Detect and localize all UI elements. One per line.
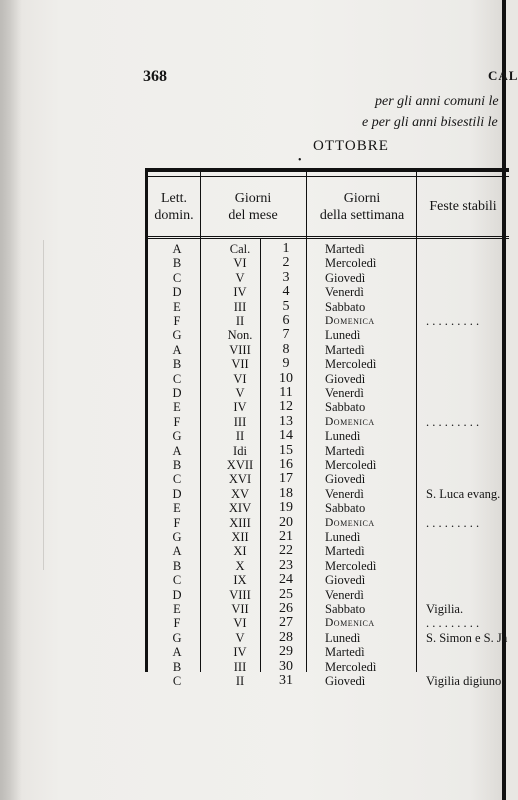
roman-date: Non. <box>227 328 253 343</box>
day-number: 20 <box>279 514 293 530</box>
dominical-letter: F <box>173 314 181 328</box>
day-number: 26 <box>279 601 293 616</box>
day-number: 11 <box>279 385 293 400</box>
weekday: Giovedì <box>325 270 366 285</box>
weekday: Martedì <box>325 242 365 256</box>
day-number: 19 <box>279 500 293 516</box>
table-row <box>148 343 509 357</box>
roman-date: III <box>233 659 247 674</box>
dominical-letter: B <box>172 558 182 573</box>
dominical-letter: A <box>172 443 182 458</box>
roman-date: II <box>235 674 245 688</box>
dominical-letter: C <box>172 573 182 588</box>
dominical-letter: C <box>172 270 182 285</box>
weekday: Mercoledì <box>325 256 377 271</box>
dominical-letter: D <box>172 285 182 300</box>
page-gutter-shadow <box>0 0 22 800</box>
weekday: Venerdì <box>325 486 364 501</box>
feast: S. Luca evang. <box>426 486 501 501</box>
table-row <box>148 544 509 558</box>
table-row <box>148 415 509 429</box>
day-number: 28 <box>279 629 293 645</box>
table-row <box>148 271 509 285</box>
dominical-letter: B <box>172 256 182 271</box>
table-row <box>148 444 509 458</box>
roman-date: III <box>233 414 247 429</box>
running-head: CAL <box>488 68 518 83</box>
table-row <box>148 400 509 414</box>
feast: S. Simon e S. Ja <box>426 630 508 645</box>
roman-date: VI <box>233 256 247 271</box>
header-feste: Feste stabili <box>429 199 497 214</box>
roman-date: IV <box>233 400 247 415</box>
table-row <box>148 616 509 630</box>
roman-date: VIII <box>229 342 251 357</box>
table-row <box>148 660 509 674</box>
roman-date: V <box>235 630 245 645</box>
weekday: Martedì <box>325 645 365 660</box>
weekday: Domenica <box>325 315 375 327</box>
month-title: OTTOBRE <box>313 138 389 154</box>
weekday: Venerdì <box>325 285 364 300</box>
dominical-letter: C <box>172 674 182 688</box>
roman-date: IV <box>233 645 247 660</box>
header-giorni-mese: Giorni del mese <box>228 190 278 223</box>
table-row <box>148 256 509 270</box>
roman-date: VIII <box>229 587 251 602</box>
roman-date: III <box>233 299 247 314</box>
day-number: 8 <box>282 341 290 357</box>
dominical-letter: A <box>172 242 182 256</box>
page-number: 368 <box>143 68 167 85</box>
roman-date: V <box>235 386 245 400</box>
weekday: Sabbato <box>325 299 366 314</box>
header-letter: Lett. domin. <box>154 190 194 223</box>
dominical-letter: G <box>172 530 182 544</box>
dominical-letter: B <box>172 659 182 674</box>
day-number: 1 <box>282 241 290 256</box>
dominical-letter: A <box>172 342 182 357</box>
roman-date: IX <box>233 573 247 588</box>
weekday: Mercoledì <box>325 357 377 372</box>
day-number: 10 <box>279 370 293 386</box>
subtitle-line-1: per gli anni comuni le <box>375 94 499 109</box>
dominical-letter: F <box>173 616 181 631</box>
day-number: 22 <box>279 543 293 559</box>
day-number: 13 <box>279 413 293 429</box>
roman-date: II <box>235 429 245 444</box>
weekday: Domenica <box>325 516 375 529</box>
day-number: 17 <box>279 471 293 487</box>
roman-date: IV <box>233 285 247 300</box>
day-number: 9 <box>282 356 290 372</box>
table-row <box>148 573 509 587</box>
feast: . . . . . . . . . <box>426 314 480 328</box>
day-number: 30 <box>279 658 293 674</box>
weekday: Mercoledì <box>325 558 377 573</box>
table-row <box>148 242 509 256</box>
weekday: Venerdì <box>325 587 364 602</box>
table-header <box>148 176 509 239</box>
day-number: 24 <box>279 572 293 588</box>
weekday: Giovedì <box>325 674 366 688</box>
roman-date: XII <box>231 530 249 544</box>
dominical-letter: D <box>172 386 182 400</box>
table-row <box>148 472 509 486</box>
weekday: Sabbato <box>325 400 366 415</box>
roman-date: II <box>235 314 245 328</box>
weekday: Domenica <box>325 415 375 428</box>
dominical-letter: G <box>172 630 182 645</box>
dominical-letter: G <box>172 328 182 343</box>
dominical-letter: E <box>173 501 181 516</box>
table-row <box>148 458 509 472</box>
table-row <box>148 631 509 645</box>
dominical-letter: D <box>172 486 182 501</box>
day-number: 27 <box>279 615 293 631</box>
dominical-letter: A <box>172 544 182 559</box>
table-row <box>148 530 509 544</box>
table-row <box>148 285 509 299</box>
table-row <box>148 357 509 371</box>
table-row <box>148 328 509 342</box>
feast: . . . . . . . . . <box>426 515 480 530</box>
weekday: Giovedì <box>325 472 366 487</box>
roman-date: VII <box>231 602 249 616</box>
weekday: Martedì <box>325 443 365 458</box>
roman-date: X <box>235 558 245 573</box>
dominical-letter: D <box>172 587 182 602</box>
weekday: Mercoledì <box>325 659 377 674</box>
subtitle-line-2: e per gli anni bisestili le <box>362 115 498 130</box>
header-giorni-settimana: Giorni della settimana <box>319 190 405 223</box>
roman-date: VI <box>233 371 247 386</box>
table-row <box>148 674 509 688</box>
weekday: Martedì <box>325 342 365 357</box>
table-row <box>148 645 509 659</box>
table-row <box>148 429 509 443</box>
day-number: 23 <box>279 557 293 573</box>
table-row <box>148 386 509 400</box>
day-number: 5 <box>282 298 290 314</box>
table-row <box>148 300 509 314</box>
roman-date: XIV <box>228 501 252 516</box>
table-row <box>148 372 509 386</box>
roman-date: Idi <box>233 443 247 458</box>
table-row <box>148 559 509 573</box>
weekday: Venerdì <box>325 386 364 400</box>
day-number: 3 <box>282 269 290 285</box>
weekday: Giovedì <box>325 371 366 386</box>
day-number: 31 <box>279 673 293 688</box>
roman-date: XI <box>233 544 247 559</box>
dominical-letter: B <box>172 458 182 472</box>
calendar-table <box>145 168 509 688</box>
ornament-dot: • <box>298 155 302 166</box>
weekday: Giovedì <box>325 573 366 588</box>
feast: . . . . . . . . . <box>426 414 480 429</box>
dominical-letter: B <box>172 357 182 372</box>
day-number: 14 <box>279 428 293 444</box>
weekday: Martedì <box>325 544 365 559</box>
dominical-letter: E <box>173 400 181 415</box>
roman-date: VI <box>233 616 247 631</box>
day-number: 18 <box>279 485 293 501</box>
dominical-letter: F <box>173 515 181 530</box>
table-row <box>148 501 509 515</box>
weekday: Domenica <box>325 617 375 630</box>
roman-date: XVI <box>228 472 252 487</box>
day-number: 2 <box>282 255 290 271</box>
table-row <box>148 516 509 530</box>
dominical-letter: E <box>173 602 181 616</box>
dominical-letter: E <box>173 299 181 314</box>
dominical-letter: C <box>172 472 182 487</box>
day-number: 12 <box>279 399 293 415</box>
weekday: Lunedì <box>325 429 361 444</box>
feast: Vigilia digiuno <box>426 674 502 688</box>
day-number: 6 <box>282 313 290 328</box>
roman-date: XVII <box>226 458 254 472</box>
dominical-letter: A <box>172 645 182 660</box>
table-row <box>148 487 509 501</box>
weekday: Mercoledì <box>325 458 377 472</box>
feast: . . . . . . . . . <box>426 616 480 631</box>
weekday: Lunedì <box>325 530 361 544</box>
weekday: Sabbato <box>325 602 366 616</box>
roman-date: XV <box>230 486 250 501</box>
roman-date: V <box>235 270 245 285</box>
day-number: 25 <box>279 586 293 602</box>
feast: Vigilia. <box>426 602 464 616</box>
dominical-letter: C <box>172 371 182 386</box>
weekday: Lunedì <box>325 328 361 343</box>
dominical-letter: F <box>173 414 181 429</box>
roman-date: XIII <box>229 515 251 530</box>
day-number: 7 <box>282 327 290 343</box>
day-number: 15 <box>279 442 293 458</box>
dominical-letter: G <box>172 429 182 444</box>
roman-date: VII <box>231 357 249 372</box>
roman-date: Cal. <box>229 242 251 256</box>
table-row <box>148 314 509 328</box>
weekday: Sabbato <box>325 501 366 516</box>
day-number: 29 <box>279 644 293 660</box>
page-crease <box>43 240 44 570</box>
day-number: 16 <box>279 457 293 472</box>
day-number: 21 <box>279 529 293 544</box>
table-row <box>148 588 509 602</box>
day-number: 4 <box>282 284 290 300</box>
table-row <box>148 602 509 616</box>
weekday: Lunedì <box>325 630 361 645</box>
